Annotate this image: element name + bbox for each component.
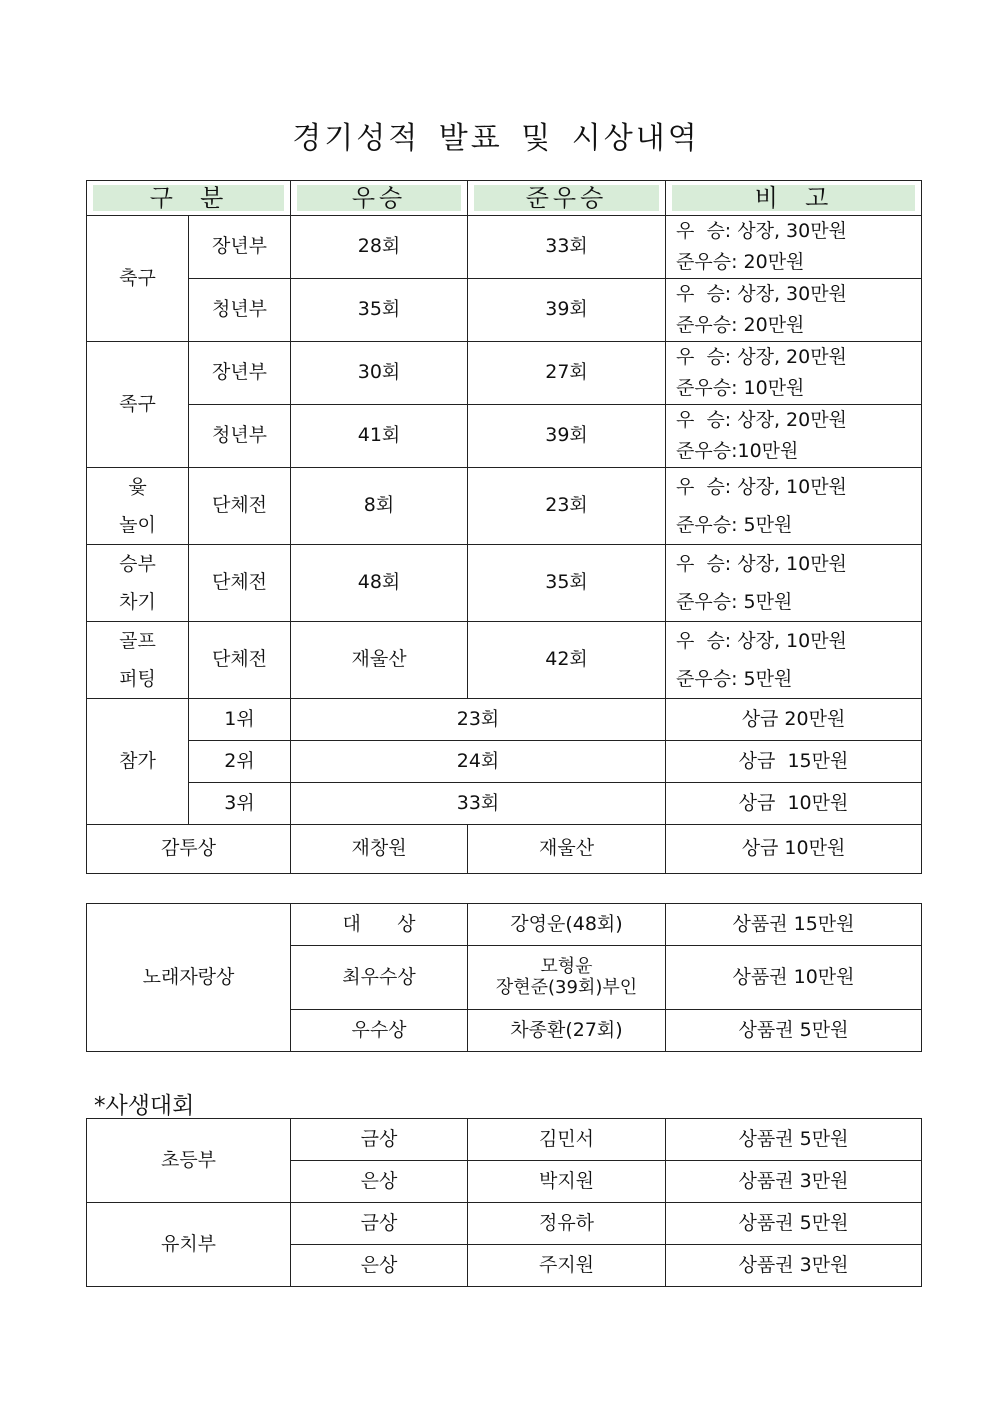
prize-cell: 상품권 3만원 <box>666 1245 922 1287</box>
table-row <box>87 216 922 279</box>
division-cell: 장년부 <box>189 216 291 279</box>
category-line: 윷 <box>128 476 147 498</box>
prize-cell: 상품권 15만원 <box>666 904 922 946</box>
page-title: 경기성적 발표 및 시상내역 <box>292 121 700 156</box>
category-line: 놀이 <box>119 514 156 536</box>
prize-cell: 상금 15만원 <box>666 741 922 783</box>
award-cell: 우수상 <box>291 1010 468 1052</box>
category-line: 차기 <box>119 591 156 613</box>
runner-up-cell: 33회 <box>468 216 666 279</box>
runner-up-cell: 39회 <box>468 279 666 342</box>
category-line: 퍼팅 <box>119 668 156 690</box>
team-cell: 재창원 <box>291 825 468 874</box>
prize-cell: 상품권 3만원 <box>666 1161 922 1203</box>
category-cell <box>87 545 189 622</box>
winner-cell: 30회 <box>291 342 468 405</box>
note-cell: 우 승: 상장, 30만원 준우승: 20만원 <box>666 216 922 279</box>
header-runner-up: 준우승 <box>474 185 659 211</box>
winner-cell: 주지원 <box>468 1245 666 1287</box>
table-row <box>87 342 922 405</box>
prize-cell: 상품권 5만원 <box>666 1010 922 1052</box>
runner-up-cell: 35회 <box>468 545 666 622</box>
header-category: 구 분 <box>93 185 284 211</box>
category-line: 골프 <box>119 630 156 652</box>
team-cell: 재울산 <box>468 825 666 874</box>
table-row <box>87 1203 922 1245</box>
note-cell: 우 승: 상장, 20만원 준우승: 10만원 <box>666 342 922 405</box>
prize-cell: 상품권 10만원 <box>666 946 922 1010</box>
category-cell <box>87 468 189 545</box>
category-cell: 축구 <box>87 216 189 342</box>
rank-cell: 1위 <box>189 699 291 741</box>
drawing-table <box>86 1118 922 1287</box>
division-cell: 청년부 <box>189 405 291 468</box>
table-row <box>87 468 922 545</box>
winner-cell: 강영운(48회) <box>468 904 666 946</box>
table-row <box>87 904 922 946</box>
winner-cell: 모형윤 장현준(39회)부인 <box>468 946 666 1010</box>
winner-cell: 정유하 <box>468 1203 666 1245</box>
category-cell <box>87 622 189 699</box>
team-cell: 33회 <box>291 783 666 825</box>
runner-up-cell: 27회 <box>468 342 666 405</box>
division-cell: 청년부 <box>189 279 291 342</box>
division-cell: 단체전 <box>189 622 291 699</box>
prize-cell: 상금 10만원 <box>666 783 922 825</box>
winner-cell: 차종환(27회) <box>468 1010 666 1052</box>
division-cell: 장년부 <box>189 342 291 405</box>
table-header-row <box>87 181 922 216</box>
runner-up-cell: 42회 <box>468 622 666 699</box>
note-cell: 우 승: 상장, 30만원 준우승: 20만원 <box>666 279 922 342</box>
header-note: 비 고 <box>672 185 915 211</box>
category-cell: 참가 <box>87 699 189 825</box>
rank-cell: 3위 <box>189 783 291 825</box>
section-title: *사생대회 <box>94 1093 195 1119</box>
award-cell: 최우수상 <box>291 946 468 1010</box>
winner-cell: 8회 <box>291 468 468 545</box>
winner-cell: 35회 <box>291 279 468 342</box>
results-table <box>86 180 922 874</box>
team-cell: 23회 <box>291 699 666 741</box>
division-cell: 단체전 <box>189 468 291 545</box>
runner-up-cell: 39회 <box>468 405 666 468</box>
award-cell: 금상 <box>291 1119 468 1161</box>
team-cell: 24회 <box>291 741 666 783</box>
table-row <box>87 783 922 825</box>
prize-cell: 상품권 5만원 <box>666 1119 922 1161</box>
winner-cell: 김민서 <box>468 1119 666 1161</box>
division-cell: 단체전 <box>189 545 291 622</box>
header-winner: 우승 <box>297 185 461 211</box>
award-cell: 금상 <box>291 1203 468 1245</box>
category-cell: 노래자랑상 <box>87 904 291 1052</box>
table-row <box>87 699 922 741</box>
award-label-cell: 감투상 <box>87 825 291 874</box>
winner-cell: 48회 <box>291 545 468 622</box>
table-row <box>87 405 922 468</box>
table-row <box>87 741 922 783</box>
runner-up-cell: 23회 <box>468 468 666 545</box>
prize-cell: 상금 20만원 <box>666 699 922 741</box>
note-cell: 우 승: 상장, 10만원 준우승: 5만원 <box>666 545 922 622</box>
note-cell: 우 승: 상장, 20만원 준우승:10만원 <box>666 405 922 468</box>
prize-cell: 상금 10만원 <box>666 825 922 874</box>
category-line: 승부 <box>119 553 156 575</box>
winner-cell: 28회 <box>291 216 468 279</box>
category-cell: 유치부 <box>87 1203 291 1287</box>
singing-table <box>86 903 922 1052</box>
table-row <box>87 1119 922 1161</box>
note-cell: 우 승: 상장, 10만원 준우승: 5만원 <box>666 622 922 699</box>
award-cell: 은상 <box>291 1161 468 1203</box>
winner-cell: 박지원 <box>468 1161 666 1203</box>
prize-cell: 상품권 5만원 <box>666 1203 922 1245</box>
winner-cell: 재울산 <box>291 622 468 699</box>
note-cell: 우 승: 상장, 10만원 준우승: 5만원 <box>666 468 922 545</box>
winner-cell: 41회 <box>291 405 468 468</box>
rank-cell: 2위 <box>189 741 291 783</box>
table-row <box>87 279 922 342</box>
category-cell: 초등부 <box>87 1119 291 1203</box>
table-row <box>87 622 922 699</box>
table-row <box>87 545 922 622</box>
category-cell: 족구 <box>87 342 189 468</box>
table-row <box>87 825 922 874</box>
award-cell: 대 상 <box>291 904 468 946</box>
award-cell: 은상 <box>291 1245 468 1287</box>
